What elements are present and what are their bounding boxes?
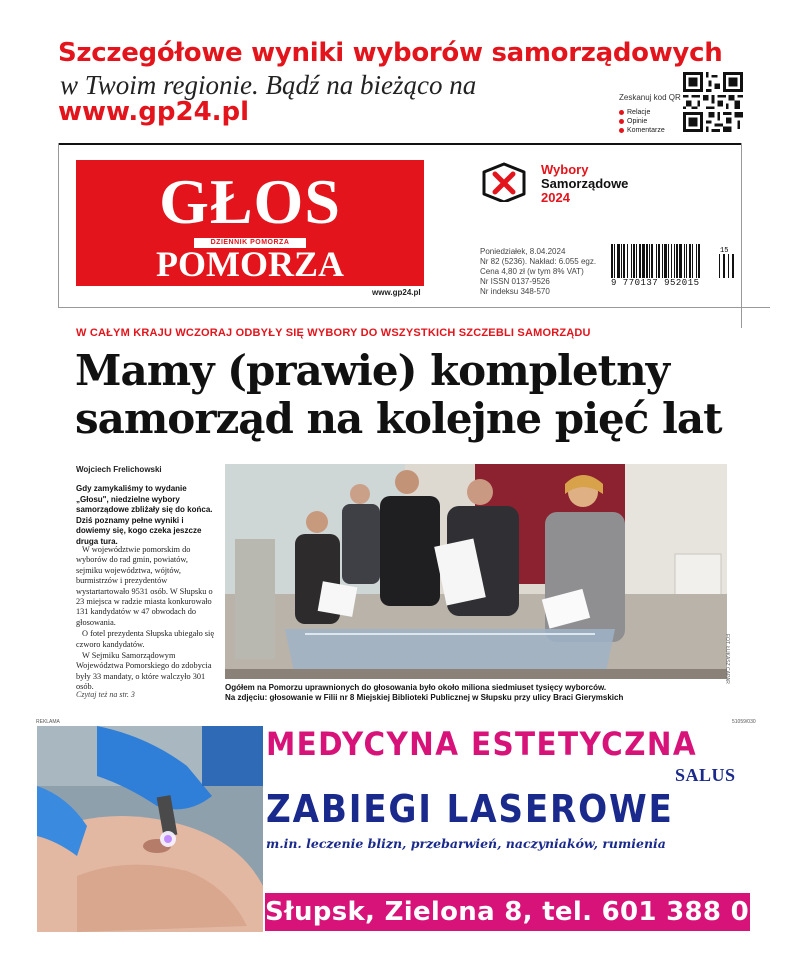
ad-title-aesthetic-medicine: MEDYCYNA ESTETYCZNA — [266, 725, 698, 763]
barcode-bar — [671, 244, 672, 278]
issue-date: Poniedziałek, 8.04.2024 — [480, 247, 566, 256]
continued-reference[interactable]: Czytaj też na str. 3 — [76, 690, 135, 699]
logo-title-top: GŁOS — [159, 166, 341, 237]
barcode-bar — [679, 244, 682, 278]
barcode-bar — [646, 244, 648, 278]
barcode-bar — [696, 244, 697, 278]
barcode-bar — [684, 244, 685, 278]
barcode-bar — [674, 244, 675, 278]
barcode-bar — [639, 244, 641, 278]
barcode-bar — [658, 244, 660, 278]
qr-menu — [619, 108, 665, 135]
photo-credit: FOT. ŁUKASZ CAPAR — [724, 634, 730, 684]
registration-mark — [741, 298, 742, 328]
barcode-addon-bar — [723, 254, 725, 278]
qr-code-icon[interactable] — [683, 72, 743, 132]
article-lead: Gdy zamykaliśmy to wydanie „Głosu", niedzielne wybory samorządowe zbliżały się do końca. Dziś poznamy pełne wyniki i dowiemy się, kogo czeka jeszcze druga tura. — [76, 484, 213, 546]
photo-caption — [225, 683, 735, 703]
article-kicker: W CAŁYM KRAJU WCZORAJ ODBYŁY SIĘ WYBORY DO WSZYSTKICH SZCZEBLI SAMORZĄDU — [76, 327, 591, 339]
issue-index: Nr indeksu 348-570 — [480, 287, 550, 296]
election-badge: Wybory Samorządowe 2024 — [541, 162, 629, 205]
barcode-bar — [689, 244, 691, 278]
barcode-bar — [631, 244, 632, 278]
masthead-rule-bottom — [58, 307, 770, 308]
issue-number: Nr 82 (5236). Nakład: 6.055 egz. — [480, 257, 597, 266]
promo-url[interactable]: www.gp24.pl — [58, 97, 250, 127]
barcode-bar — [656, 244, 657, 278]
promo-headline: Szczegółowe wyniki wyborów samorządowych — [58, 38, 723, 68]
issue-price: Cena 4,80 zł (w tym 8% VAT) — [480, 267, 584, 276]
barcode-bar — [664, 244, 667, 278]
qr-menu-item: Relacje — [619, 108, 665, 117]
ad-title-laser-treatments: ZABIEGI LASEROWE — [266, 787, 674, 831]
article-body — [76, 545, 216, 694]
bullet-icon — [619, 119, 624, 124]
barcode-addon-bar — [732, 254, 734, 278]
qr-menu-item: Opinie — [619, 117, 665, 126]
barcode-bar — [627, 244, 628, 278]
barcode-bar — [651, 244, 653, 278]
barcode-bar — [621, 244, 622, 278]
masthead-rule-top — [58, 143, 742, 145]
barcode-bar — [633, 244, 635, 278]
issue-issn: Nr ISSN 0137-9526 — [480, 277, 550, 286]
article-headline[interactable]: Mamy (prawie) kompletny samorząd na kolejne pięć lat — [75, 346, 722, 443]
qr-menu-item: Komentarze — [619, 126, 665, 135]
barcode-bar — [676, 244, 678, 278]
caption-line: Ogółem na Pomorzu uprawnionych do głosowania było około miliona siedmiuset tysięcy wyborców. — [225, 683, 607, 692]
barcode-bar — [692, 244, 693, 278]
barcode-bar — [662, 244, 663, 278]
ad-code: 51059/030 — [732, 719, 756, 725]
newspaper-logo[interactable] — [76, 160, 424, 286]
article-photo[interactable] — [225, 464, 727, 679]
barcode-number: 9 770137 952015 — [611, 278, 700, 288]
barcode-bar — [698, 244, 700, 278]
barcode-bar — [636, 244, 637, 278]
barcode-bar — [642, 244, 645, 278]
ballot-box-icon — [480, 162, 528, 202]
article-paragraph: W Sejmiku Samorządowym Województwa Pomorskiego do zdobycia były 33 mandaty, o które walczyło 301 osób. — [76, 651, 212, 692]
article-paragraph: W województwie pomorskim do wyborów do rad gmin, powiatów, sejmiku województwa, wójtów, burmistrzów i prezydentów wystartartowało 9531 osób. W Słupsku o 23 miejsca w radzie miasta konkurowało 131 kandydatów w 47 obwodach do głosowania. — [76, 545, 213, 627]
bullet-icon — [619, 128, 624, 133]
promo-subline: w Twoim regionie. Bądź na bieżąco na — [60, 70, 477, 100]
logo-title-bottom: POMORZA — [156, 244, 344, 284]
ad-subtitle: m.in. leczenie blizn, przebarwień, naczyniaków, rumienia — [266, 836, 666, 851]
caption-line: Na zdjęciu: głosowanie w Filii nr 8 Miejskiej Biblioteki Publicznej w Słupsku przy ulicy Braci Gierymskich — [225, 693, 624, 702]
qr-label: Zeskanuj kod QR — [619, 93, 681, 102]
barcode-bar — [614, 244, 615, 278]
masthead-rule-right — [741, 143, 742, 308]
bullet-icon — [619, 110, 624, 115]
masthead-rule-left — [58, 143, 59, 308]
barcode-bar — [686, 244, 687, 278]
barcode-bar — [649, 244, 650, 278]
barcode-suffix: 15 — [720, 247, 729, 255]
ad-brand-logo[interactable]: SALUS — [675, 765, 736, 785]
barcode-bar — [623, 244, 625, 278]
barcode-bar — [617, 244, 620, 278]
ad-photo[interactable] — [37, 726, 263, 932]
barcode-bar — [668, 244, 669, 278]
logo-subtitle: DZIENNIK POMORZA — [194, 238, 306, 248]
barcode-icon — [611, 244, 737, 280]
article-paragraph: O fotel prezydenta Słupska ubiegało się czworo kandydatów. — [76, 629, 215, 649]
article-byline: Wojciech Frelichowski — [76, 465, 162, 474]
ad-label: REKLAMA — [36, 719, 60, 725]
barcode-addon-bar — [719, 254, 720, 278]
barcode-addon-bar — [728, 254, 729, 278]
ad-address-banner[interactable]: Słupsk, Zielona 8, tel. 601 388 076 — [265, 893, 750, 931]
masthead-url[interactable]: www.gp24.pl — [372, 288, 421, 297]
issue-info — [480, 247, 596, 297]
barcode-bar — [611, 244, 613, 278]
